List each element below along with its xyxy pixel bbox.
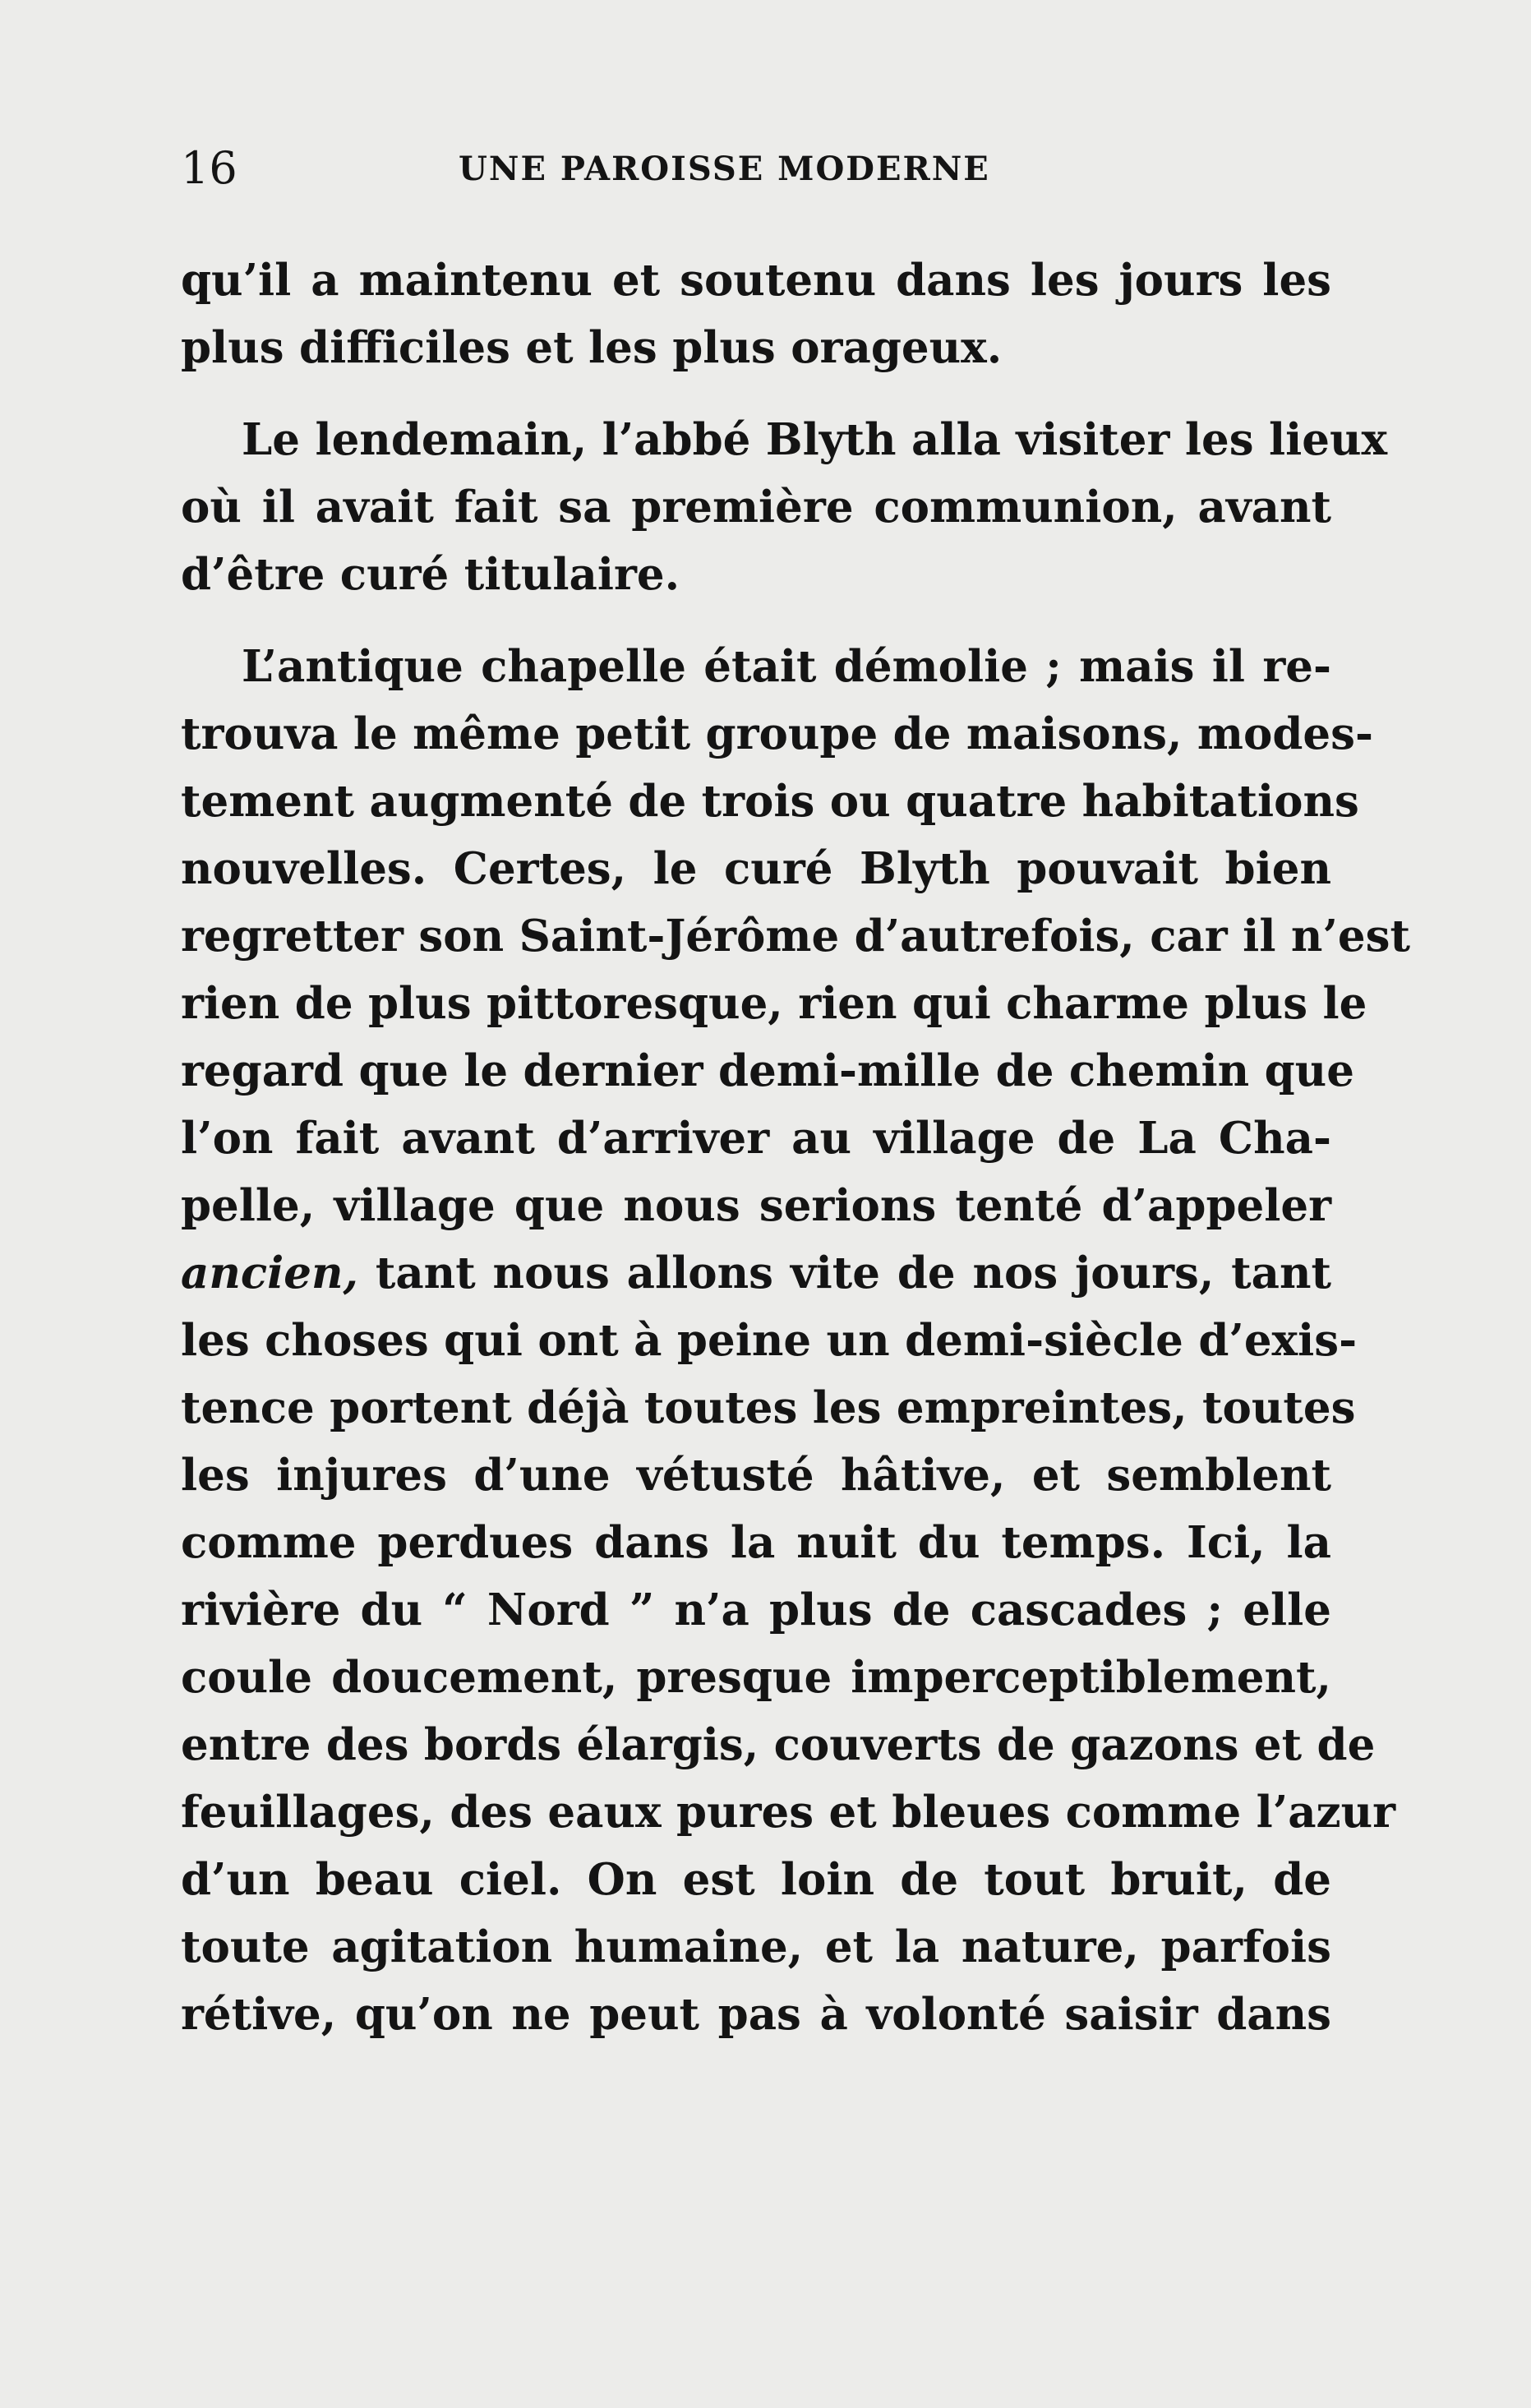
- text-line: comme perdues dans la nuit du temps. Ici, la: [181, 1517, 1331, 1568]
- text-line-rest: tant nous allons vite de nos jours, tant: [358, 1248, 1331, 1299]
- page-number: 16: [181, 142, 237, 194]
- running-title: UNE PAROISSE MODERNE: [459, 150, 990, 188]
- text-line: feuillages, des eaux pures et bleues comme l’azur: [181, 1787, 1396, 1838]
- paragraph-gap: [181, 608, 1331, 633]
- text-line: regretter son Saint-Jérôme d’autrefois, car il n’est: [181, 911, 1410, 962]
- text-line-with-italic: [181, 1239, 1331, 1307]
- italic-word: ancien,: [181, 1248, 358, 1299]
- text-line: les choses qui ont à peine un demi-siècle d’exis-: [181, 1315, 1358, 1366]
- text-line: rivière du “ Nord ” n’a plus de cascades ; elle: [181, 1585, 1331, 1635]
- body-text: [181, 247, 1410, 2048]
- text-line: l’on fait avant d’arriver au village de La Cha-: [181, 1113, 1331, 1164]
- text-line: plus difficiles et les plus orageux.: [181, 322, 1003, 373]
- text-line: nouvelles. Certes, le curé Blyth pouvait bien: [181, 843, 1331, 894]
- text-line: qu’il a maintenu et soutenu dans les jours les: [181, 255, 1331, 306]
- paragraph-gap: [181, 381, 1331, 406]
- text-line: d’un beau ciel. On est loin de tout bruit, de: [181, 1854, 1331, 1905]
- text-line: rétive, qu’on ne peut pas à volonté saisir dans: [181, 1989, 1331, 2040]
- paragraph-2: [181, 406, 1388, 608]
- text-line: coule doucement, presque imperceptiblement,: [181, 1652, 1331, 1703]
- paragraph-1: [181, 247, 1331, 381]
- text-line: les injures d’une vétusté hâtive, et semblent: [181, 1450, 1331, 1501]
- text-line: L’antique chapelle était démolie ; mais il re-: [242, 641, 1331, 692]
- text-line: tement augmenté de trois ou quatre habitations: [181, 776, 1359, 827]
- text-line: Le lendemain, l’abbé Blyth alla visiter les lieux: [242, 414, 1388, 465]
- page-header: [181, 140, 1331, 197]
- text-line: rien de plus pittoresque, rien qui charme plus le: [181, 978, 1367, 1029]
- text-line: regard que le dernier demi-mille de chemin que: [181, 1045, 1354, 1096]
- paragraph-3: [181, 633, 1410, 2048]
- text-line: toute agitation humaine, et la nature, parfois: [181, 1921, 1331, 1972]
- text-line: pelle, village que nous serions tenté d’appeler: [181, 1180, 1331, 1231]
- text-line: trouva le même petit groupe de maisons, modes-: [181, 708, 1373, 759]
- text-line: entre des bords élargis, couverts de gazons et de: [181, 1719, 1376, 1770]
- text-line: où il avait fait sa première communion, avant: [181, 482, 1331, 533]
- text-line: d’être curé titulaire.: [181, 549, 680, 600]
- text-line: tence portent déjà toutes les empreintes, toutes: [181, 1382, 1356, 1433]
